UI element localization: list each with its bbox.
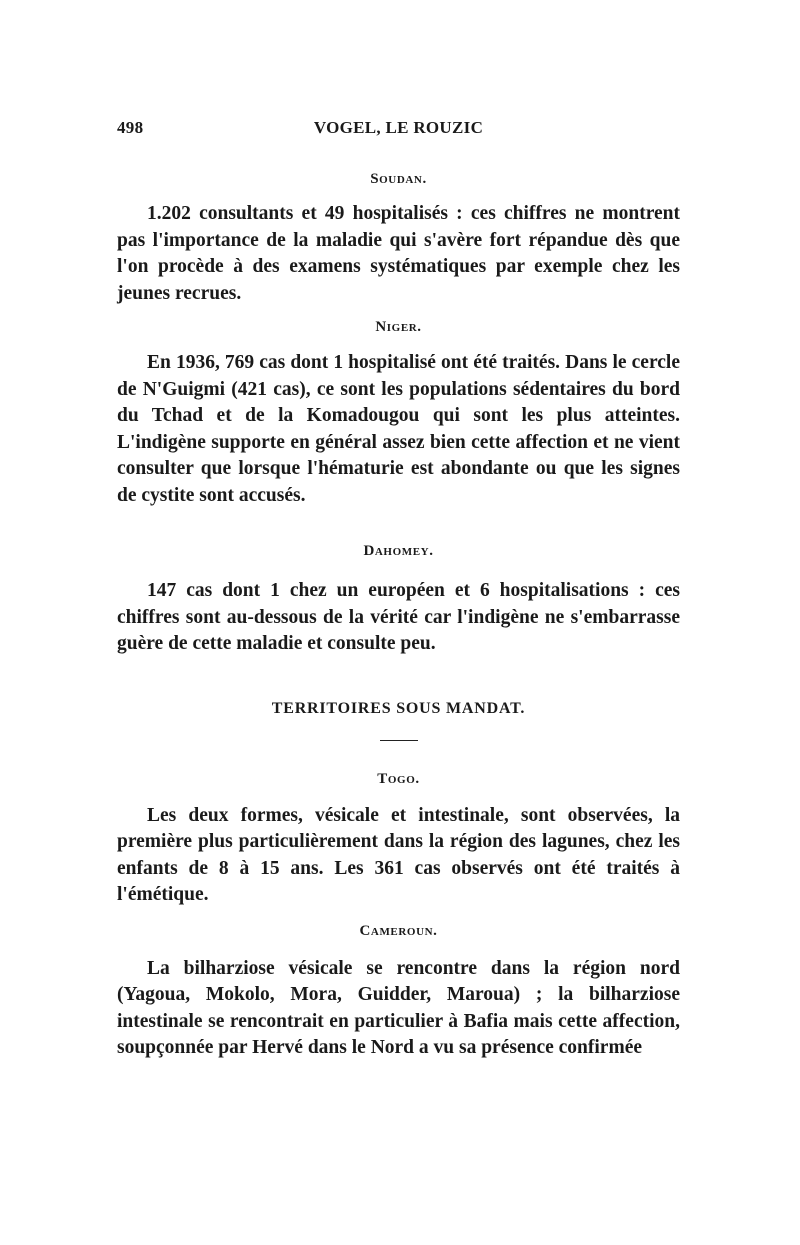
paragraph-togo: Les deux formes, vésicale et intestinale, sont observées, la première plus particulièrement dans la région des lagunes, chez les enfants de 8 à 15 ans. Les 361 cas observés ont été traités à l'émétique.	[117, 804, 680, 905]
section-divider-rule	[380, 740, 418, 741]
running-title: VOGEL, LE ROUZIC	[313, 118, 484, 137]
paragraph-niger: En 1936, 769 cas dont 1 hospitalisé ont été traités. Dans le cercle de N'Guigmi (421 cas), ce sont les populations sédentaires du bord du Tchad et de la Komadougou qui sont les plus atteintes. L'indigène supporte en général assez bien cette affection et ne vient consulter que lorsque l'hématurie est abondante ou que les signes de cystite sont accusés.	[117, 352, 680, 506]
paragraph-soudan: 1.202 consultants et 49 hospitalisés : ces chiffres ne montrent pas l'importance de la maladie qui s'avère fort répandue dès que l'on procède à des examens systématiques par exemple chez les jeunes recrues.	[117, 203, 680, 304]
paragraph-cameroun: La bilharziose vésicale se rencontre dans la région nord (Yagoua, Mokolo, Mora, Guidder, Maroua) ; la bilharziose intestinale se rencontrait en particulier à Bafia mais cette affection, soupçonnée par Hervé dans le Nord a vu sa présence confirmée	[117, 957, 680, 1058]
running-head	[117, 118, 680, 146]
paragraph-dahomey: 147 cas dont 1 chez un européen et 6 hospitalisations : ces chiffres sont au-dessous de la vérité car l'indigène ne s'embarrasse guère de cette maladie et consulte peu.	[117, 580, 680, 654]
page-number: 498	[117, 118, 144, 137]
section-heading-dahomey: Dahomey.	[363, 543, 434, 559]
major-heading-territoires: TERRITOIRES SOUS MANDAT.	[271, 699, 526, 717]
section-heading-togo: Togo.	[377, 770, 420, 787]
section-heading-niger: Niger.	[375, 319, 422, 335]
section-heading-soudan: Soudan.	[370, 171, 427, 187]
section-heading-cameroun: Cameroun.	[359, 922, 438, 939]
book-page	[117, 118, 680, 1062]
